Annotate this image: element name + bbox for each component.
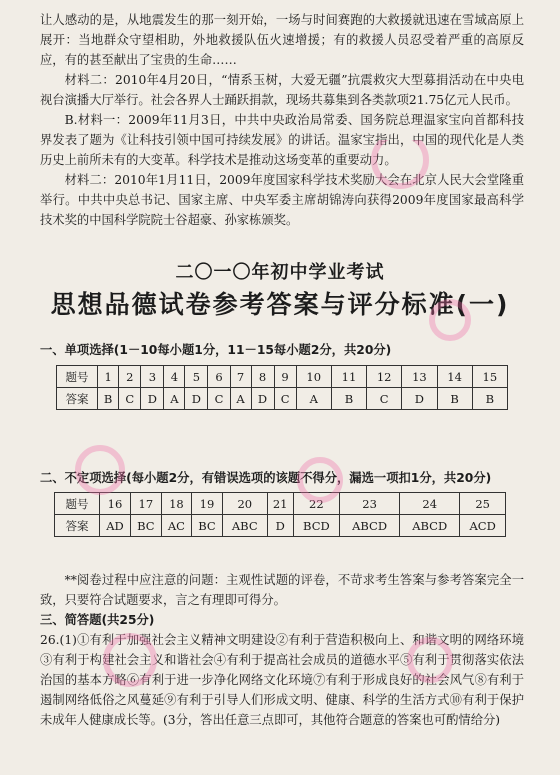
- answer-cell: C: [274, 388, 296, 410]
- section2-heading: 二、不定项选择(每小题2分，有错误选项的该题不得分，漏选一项扣1分，共20分): [40, 471, 492, 485]
- answer-cell: C: [367, 388, 402, 410]
- answer-cell: C: [119, 388, 141, 410]
- question-number-cell: 11: [331, 366, 366, 388]
- grading-note: **阅卷过程中应注意的问题：主观性试题的评卷，不苛求考生答案与参考答案完全一致，只要符合试题要求，言之有理即可得分。: [40, 573, 524, 607]
- answer-cell: BCD: [293, 515, 339, 537]
- question-number-cell: 4: [164, 366, 185, 388]
- paragraph: 让人感动的是，从地震发生的那一刻开始，一场与时间赛跑的大救援就迅速在雪域高原上展开：当地群众守望相助，外地救援队伍火速增援；有的救援人员忍受着严重的高原反应，有的甚至献出了宝贵的生命……: [40, 13, 524, 67]
- paragraph: 材料二：2010年1月11日，2009年度国家科学技术奖励大会在北京人民大会堂隆重举行。中共中央总书记、国家主席、中央军委主席胡锦涛向获得2009年度国家最高科学技术奖的中国科学院院士谷超豪、孙家栋颁奖。: [40, 173, 524, 227]
- answer-cell: AD: [100, 515, 131, 537]
- row-label: 题号: [55, 493, 100, 515]
- question-number-cell: 12: [367, 366, 402, 388]
- question-number-cell: 24: [400, 493, 460, 515]
- question-number-cell: 7: [230, 366, 251, 388]
- answer-cell: C: [208, 388, 230, 410]
- question-number-cell: 20: [222, 493, 267, 515]
- question-number-cell: 14: [437, 366, 472, 388]
- question-26: 26.(1)①有利于加强社会主义精神文明建设②有利于营造积极向上、和谐文明的网络环境③有利于构建社会主义和谐社会④有利于提高社会成员的道德水平⑤有利于贯彻落实依法治国的基本方略⑥有利于进一步净化网络文化环境⑦有利于形成良好的社会风气⑧有利于遏制网络低俗之风蔓延⑨有利于引导人们形成文明、健康、科学的生活方式⑩有利于保护未成年人健康成长等。(3分，答出任意三点即可，其他符合题意的答案也可酌情给分): [40, 633, 524, 727]
- question-number-cell: 3: [141, 366, 164, 388]
- exam-title: 二〇一〇年初中学业考试: [175, 262, 385, 283]
- section3-heading: 三、简答题(共25分): [40, 613, 155, 627]
- question-number-cell: 15: [472, 366, 507, 388]
- row-label: 答案: [55, 515, 100, 537]
- question-number-cell: 13: [402, 366, 437, 388]
- answer-cell: B: [98, 388, 119, 410]
- question-number-cell: 1: [98, 366, 119, 388]
- question-number-cell: 23: [340, 493, 400, 515]
- answer-cell: B: [472, 388, 507, 410]
- answer-cell: B: [437, 388, 472, 410]
- answer-cell: AC: [161, 515, 191, 537]
- answer-table-1: [56, 365, 508, 410]
- answer-cell: ABC: [222, 515, 267, 537]
- question-number-cell: 16: [100, 493, 131, 515]
- question-number-cell: 25: [460, 493, 506, 515]
- answer-table-2: [54, 492, 506, 537]
- answer-cell: ABCD: [340, 515, 400, 537]
- question-number-cell: 5: [185, 366, 208, 388]
- material-text: [40, 10, 524, 230]
- row-label: 题号: [57, 366, 98, 388]
- section1-heading: 一、单项选择(1－10每小题1分，11－15每小题2分，共20分): [40, 343, 392, 357]
- answer-cell: ACD: [460, 515, 506, 537]
- question-number-cell: 6: [208, 366, 230, 388]
- answer-cell: D: [267, 515, 293, 537]
- paragraph: B.材料一：2009年11月3日，中共中央政治局常委、国务院总理温家宝向首都科技界发表了题为《让科技引领中国可持续发展》的讲话。温家宝指出，中国的现代化是人类历史上前所未有的大变革。科学技术是推动这场变革的重要动力。: [40, 113, 524, 167]
- section3: [40, 610, 524, 730]
- question-number-cell: 21: [267, 493, 293, 515]
- answer-cell: A: [296, 388, 331, 410]
- answer-cell: BC: [130, 515, 161, 537]
- paragraph: 材料二：2010年4月20日，“情系玉树，大爱无疆”抗震救灾大型募捐活动在中央电视台演播大厅举行。社会各界人士踊跃捐款，现场共募集到各类款项21.75亿元人民币。: [40, 73, 524, 107]
- question-number-cell: 19: [192, 493, 223, 515]
- row-label: 答案: [57, 388, 98, 410]
- question-number-cell: 8: [251, 366, 274, 388]
- answer-cell: A: [164, 388, 185, 410]
- answer-cell: A: [230, 388, 251, 410]
- answer-cell: D: [251, 388, 274, 410]
- question-number-cell: 2: [119, 366, 141, 388]
- answer-cell: B: [331, 388, 366, 410]
- question-number-cell: 10: [296, 366, 331, 388]
- answer-cell: ABCD: [400, 515, 460, 537]
- question-number-cell: 9: [274, 366, 296, 388]
- question-number-cell: 22: [293, 493, 339, 515]
- answer-cell: D: [141, 388, 164, 410]
- question-number-cell: 18: [161, 493, 191, 515]
- exam-subtitle: 思想品德试卷参考答案与评分标准(一): [50, 290, 510, 319]
- answer-cell: D: [185, 388, 208, 410]
- answer-cell: D: [402, 388, 437, 410]
- answer-cell: BC: [192, 515, 223, 537]
- question-number-cell: 17: [130, 493, 161, 515]
